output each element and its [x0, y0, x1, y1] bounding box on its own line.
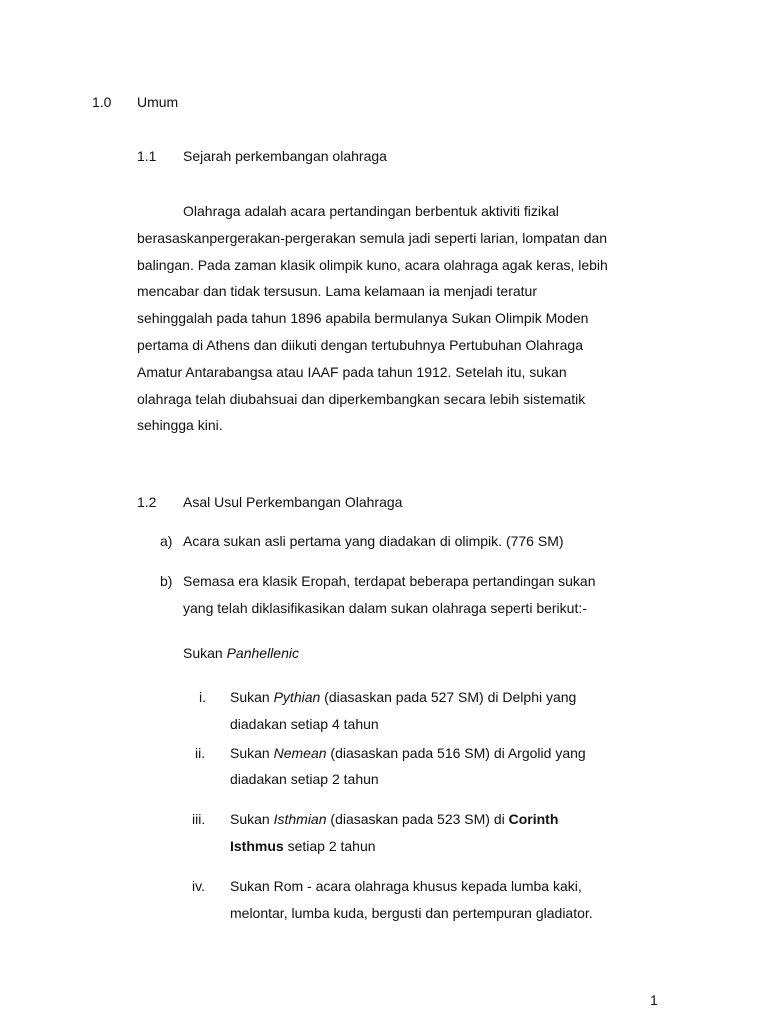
section-1-1-number: 1.1 [137, 148, 157, 164]
item-b-marker: b) [160, 573, 173, 589]
history-paragraph [137, 198, 667, 439]
roman-item-iii-rest: (diasaskan pada 523 SM) di [326, 811, 509, 827]
section-1-1-title: Sejarah perkembangan olahraga [183, 148, 387, 164]
panhellenic-prefix: Sukan [183, 645, 227, 661]
roman-item-iii-line2-bold: Isthmus [230, 838, 284, 854]
paragraph-line: sehingga kini. [137, 417, 223, 434]
roman-item-ii-italic: Nemean [273, 745, 327, 761]
paragraph-line: berasaskanpergerakan-pergerakan semula jadi seperti larian, lompatan dan [137, 229, 608, 246]
page-number: 1 [650, 992, 658, 1008]
section-1-number: 1.0 [92, 94, 112, 110]
section-1-2-number: 1.2 [137, 494, 157, 510]
roman-item-ii-line2: diadakan setiap 2 tahun [230, 771, 379, 787]
roman-item-i-marker: i. [199, 689, 206, 705]
paragraph-line: olahraga telah diubahsuai dan diperkembangkan secara lebih sistematik [137, 390, 586, 407]
roman-item-iii-prefix: Sukan [230, 811, 274, 827]
roman-item-i-rest: (diasaskan pada 527 SM) di Delphi yang [320, 689, 577, 705]
roman-item-iv-line2: melontar, lumba kuda, bergusti dan pertempuran gladiator. [230, 905, 593, 921]
roman-item-iii-line2 [230, 837, 376, 855]
paragraph-line: Olahraga adalah acara pertandingan berbentuk aktiviti fizikal [183, 203, 559, 219]
roman-item-iii-italic: Isthmian [273, 811, 327, 827]
panhellenic-heading [183, 644, 299, 662]
item-b-line2: yang telah diklasifikasikan dalam sukan olahraga seperti berikut:- [183, 600, 587, 616]
item-a-text: Acara sukan asli pertama yang diadakan di olimpik. (776 SM) [183, 533, 564, 549]
roman-item-iv-line1: Sukan Rom - acara olahraga khusus kepada lumba kaki, [230, 878, 582, 894]
roman-item-ii-line1 [230, 744, 586, 762]
paragraph-line: pertama di Athens dan diikuti dengan tertubuhnya Pertubuhan Olahraga [137, 336, 583, 353]
paragraph-line: mencabar dan tidak tersusun. Lama kelamaan ia menjadi teratur [137, 283, 537, 300]
section-1-2-title: Asal Usul Perkembangan Olahraga [183, 494, 403, 510]
roman-item-ii-marker: ii. [195, 745, 206, 761]
paragraph-line: balingan. Pada zaman klasik olimpik kuno, acara olahraga agak keras, lebih [137, 256, 608, 273]
roman-item-iii-marker: iii. [192, 811, 206, 827]
roman-item-iv-marker: iv. [192, 878, 205, 894]
roman-item-i-prefix: Sukan [230, 689, 274, 705]
panhellenic-italic: Panhellenic [226, 645, 299, 661]
section-1-title: Umum [137, 94, 179, 110]
item-a-marker: a) [160, 533, 173, 549]
roman-item-i-italic: Pythian [273, 689, 321, 705]
roman-item-iii-bold: Corinth [508, 811, 559, 827]
roman-item-i-line1 [230, 688, 576, 706]
roman-item-iii-line2-rest: setiap 2 tahun [283, 838, 376, 854]
roman-item-iii-line1 [230, 810, 558, 828]
paragraph-line: Amatur Antarabangsa atau IAAF pada tahun 1912. Setelah itu, sukan [137, 363, 567, 380]
roman-item-i-line2: diadakan setiap 4 tahun [230, 716, 379, 732]
item-b-line1: Semasa era klasik Eropah, terdapat beberapa pertandingan sukan [183, 573, 596, 589]
paragraph-line: sehinggalah pada tahun 1896 apabila bermulanya Sukan Olimpik Moden [137, 310, 589, 327]
roman-item-ii-prefix: Sukan [230, 745, 274, 761]
roman-item-ii-rest: (diasaskan pada 516 SM) di Argolid yang [326, 745, 586, 761]
